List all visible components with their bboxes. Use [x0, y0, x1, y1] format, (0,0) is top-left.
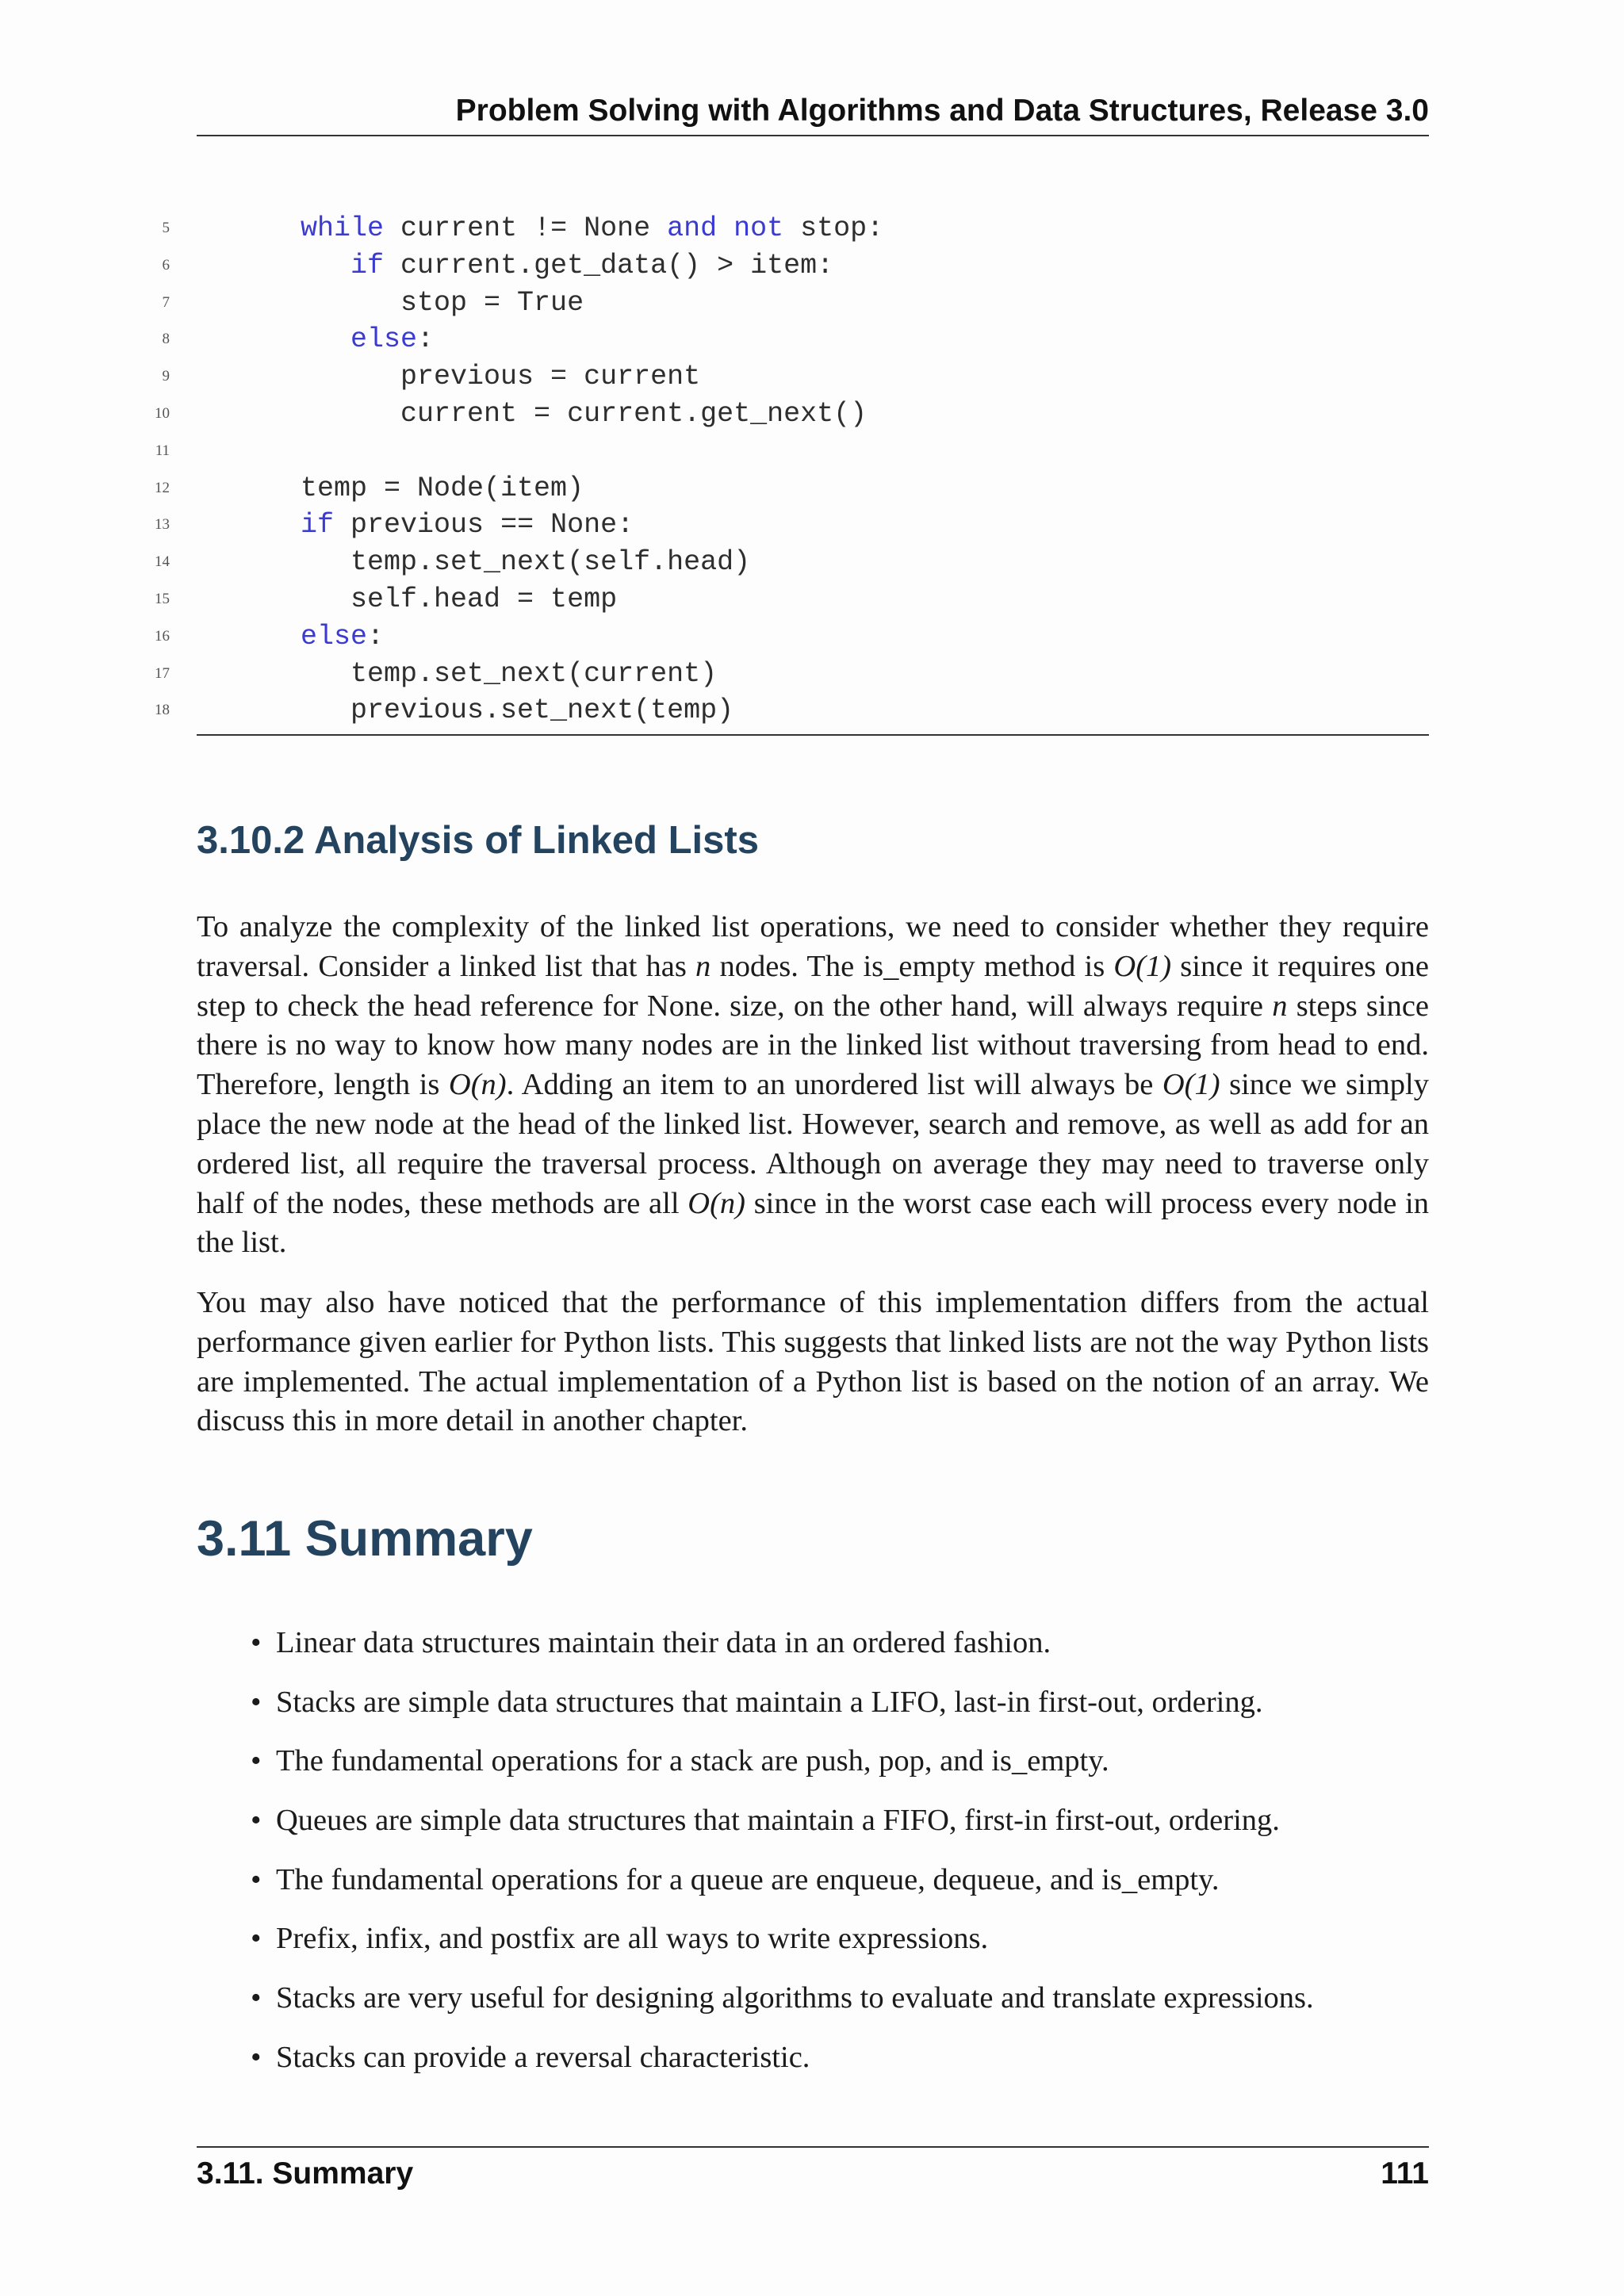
- bullet-icon: •: [251, 1744, 262, 1778]
- bullet-icon: •: [251, 1804, 262, 1838]
- summary-list: [197, 1623, 1429, 2097]
- text-run: since we simply place the new node at the head of the linked list. However, search and remove, as well as add for an ordered list, all require the traversal process. Although on average they may need to traverse only half of the nodes, these methods are all: [197, 1068, 1429, 1220]
- bullet-icon: •: [251, 1981, 262, 2015]
- bullet-text: The fundamental operations for a stack are push, pop, and is_empty.: [276, 1744, 1109, 1778]
- summary-bullet: [197, 1741, 1429, 1800]
- line-number: 6: [162, 256, 170, 274]
- bullet-icon: •: [251, 2040, 262, 2074]
- code-text: [251, 507, 634, 543]
- code-line: [149, 321, 1429, 358]
- code-text: [251, 656, 717, 692]
- code-line: [149, 544, 1429, 581]
- code-keyword: else: [350, 323, 418, 356]
- code-line: [149, 692, 1429, 729]
- code-token: [251, 621, 301, 652]
- code-line: [149, 656, 1429, 693]
- code-token: temp.set_next(self.head): [251, 546, 751, 579]
- summary-bullet: [197, 1860, 1429, 1919]
- bullet-icon: •: [251, 1626, 262, 1659]
- running-header: Problem Solving with Algorithms and Data Structures, Release 3.0: [455, 94, 1429, 128]
- summary-bullet: [197, 1978, 1429, 2038]
- code-token: current.get_data() > item:: [384, 249, 834, 281]
- math-expression: O(1): [1162, 1068, 1220, 1102]
- code-keyword: else: [301, 620, 368, 652]
- code-text: [251, 544, 750, 580]
- line-number: 15: [155, 590, 170, 607]
- text-run: steps since there is no way to know how many nodes are in the linked list without traversing from head to end. Therefore, length is: [197, 989, 1430, 1102]
- bullet-icon: •: [251, 1685, 262, 1719]
- line-number: 14: [155, 553, 170, 571]
- code-token: previous == None:: [334, 509, 634, 541]
- text-run: . Adding an item to an unordered list will always be: [506, 1068, 1162, 1102]
- math-expression: O(1): [1113, 949, 1172, 983]
- line-number: 9: [162, 368, 170, 385]
- bullet-text: Stacks can provide a reversal characteristic.: [276, 2040, 810, 2074]
- code-keyword: while: [301, 212, 385, 244]
- code-token: stop:: [783, 212, 884, 244]
- code-line: [149, 396, 1429, 433]
- line-number: 18: [155, 702, 170, 719]
- analysis-paragraph-2: You may also have noticed that the performance of this implementation differs from the actual performance given earlier for Python lists. This suggests that linked lists are not the way Python lists are implemented. The actual implementation of a Python list is based on the notion of an array. We discuss this in more detail in another chapter.: [197, 1286, 1429, 1438]
- bullet-icon: •: [251, 1922, 262, 1956]
- code-token: [251, 323, 350, 355]
- bullet-text: Prefix, infix, and postfix are all ways to write expressions.: [276, 1922, 989, 1956]
- code-listing: [149, 210, 1429, 729]
- math-expression: O(n): [448, 1068, 507, 1102]
- line-number: 5: [162, 220, 170, 236]
- math-expression: O(n): [688, 1186, 745, 1220]
- code-line: [149, 358, 1429, 396]
- section-heading-3-11: 3.11 Summary: [197, 1511, 533, 1567]
- code-text: [251, 692, 733, 729]
- bullet-text: Stacks are simple data structures that maintain a LIFO, last-in first-out, ordering.: [276, 1685, 1263, 1719]
- code-text: [251, 210, 883, 247]
- text-run: since in the worst case each will process every node in the list.: [197, 1186, 1429, 1260]
- code-token: [717, 212, 733, 244]
- code-line: [149, 507, 1429, 544]
- line-number: 13: [155, 516, 170, 534]
- code-text: [251, 396, 867, 432]
- header-rule: [197, 135, 1429, 136]
- code-token: :: [417, 323, 435, 356]
- code-token: previous.set_next(temp): [251, 695, 734, 727]
- footer-rule: [197, 2146, 1429, 2148]
- page-number: 111: [1381, 2156, 1429, 2191]
- code-token: current = current.get_next(): [251, 397, 868, 430]
- bullet-text: The fundamental operations for a queue are enqueue, dequeue, and is_empty.: [276, 1862, 1220, 1896]
- code-token: [251, 509, 301, 541]
- summary-bullet: [197, 1919, 1429, 1978]
- bullet-icon: •: [251, 1862, 262, 1896]
- code-line: [149, 581, 1429, 618]
- code-token: [251, 212, 301, 244]
- code-keyword: if: [350, 249, 385, 281]
- code-text: [251, 581, 617, 618]
- code-token: current != None: [384, 212, 668, 244]
- code-bottom-rule: [197, 734, 1429, 736]
- analysis-paragraph-1: [197, 908, 1429, 1263]
- section-heading-3-10-2: 3.10.2 Analysis of Linked Lists: [197, 819, 759, 862]
- line-number: 10: [155, 404, 170, 422]
- code-line: [149, 618, 1429, 656]
- code-token: :: [367, 620, 385, 652]
- summary-bullet: [197, 1682, 1429, 1742]
- code-keyword: and: [667, 212, 718, 244]
- line-number: 16: [155, 627, 170, 645]
- text-run: nodes. The is_empty method is: [710, 949, 1114, 983]
- bullet-text: Queues are simple data structures that maintain a FIFO, first-in first-out, ordering.: [276, 1804, 1280, 1838]
- summary-bullet: [197, 2038, 1429, 2097]
- line-number: 8: [162, 331, 170, 348]
- line-number: 11: [155, 442, 170, 459]
- bullet-text: Stacks are very useful for designing algorithms to evaluate and translate expressions.: [276, 1981, 1314, 2015]
- bullet-text: Linear data structures maintain their data in an ordered fashion.: [276, 1626, 1051, 1659]
- code-token: [251, 250, 350, 281]
- code-token: temp = Node(item): [251, 472, 584, 504]
- code-token: previous = current: [251, 361, 701, 393]
- code-text: [251, 618, 384, 655]
- code-text: [251, 321, 434, 358]
- code-keyword: if: [301, 509, 335, 541]
- code-text: [251, 470, 584, 507]
- document-page: [155, 0, 1430, 2296]
- line-number: 17: [155, 664, 170, 682]
- summary-bullet: [197, 1623, 1429, 1682]
- code-line: [149, 285, 1429, 322]
- code-token: temp.set_next(current): [251, 657, 718, 690]
- code-line: [149, 470, 1429, 507]
- code-line: [149, 433, 1429, 470]
- code-text: [251, 247, 833, 284]
- summary-bullet: [197, 1800, 1429, 1860]
- code-keyword: not: [733, 212, 784, 244]
- code-token: self.head = temp: [251, 583, 618, 615]
- code-text: [251, 285, 584, 321]
- code-text: [251, 358, 700, 395]
- line-number: 12: [155, 479, 170, 496]
- math-expression: n: [1272, 989, 1288, 1023]
- code-line: [149, 247, 1429, 285]
- line-number: 7: [162, 293, 170, 311]
- code-token: stop = True: [251, 286, 584, 319]
- math-expression: n: [695, 949, 711, 983]
- text-run: To analyze the complexity of the linked list operations, we need to consider whether they require traversal. Consider a linked list that has: [197, 910, 1429, 983]
- code-line: [149, 210, 1429, 247]
- footer-section-title: 3.11. Summary: [197, 2156, 414, 2191]
- text-run: since it requires one step to check the head reference for None. size, on the other hand, will always require: [197, 949, 1429, 1023]
